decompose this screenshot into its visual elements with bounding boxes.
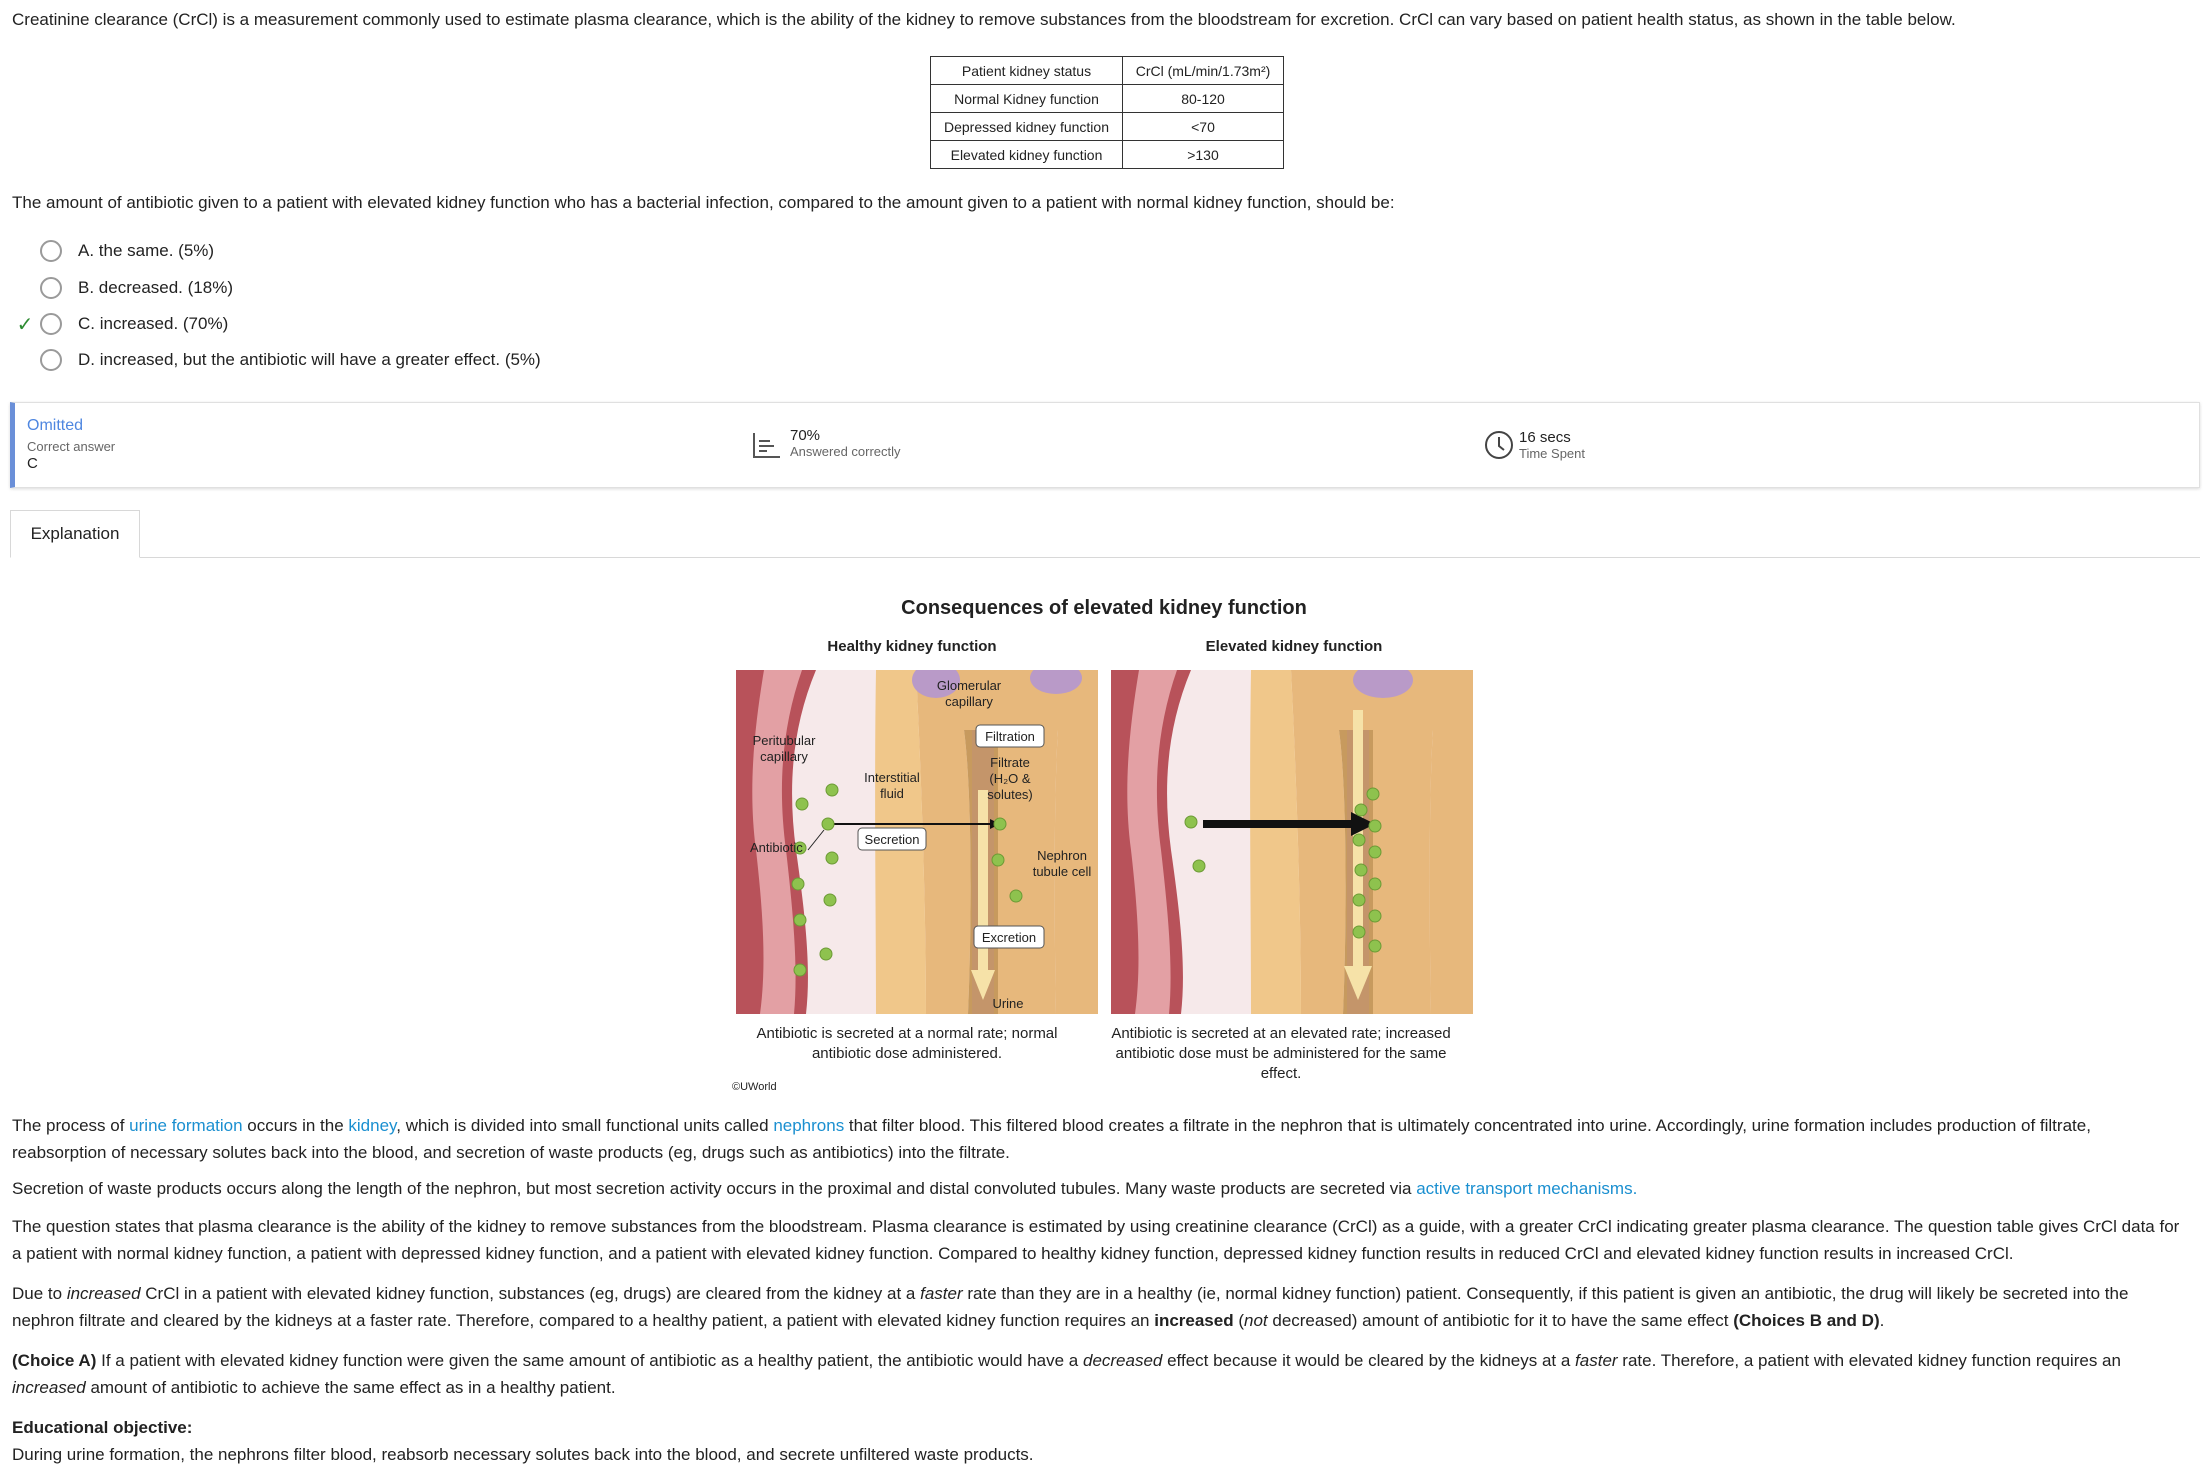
educational-objective-text: During urine formation, the nephrons filter blood, reabsorb necessary solutes back into the blood, and secrete unfiltered waste products.	[12, 1445, 1034, 1464]
option-letter: D.	[78, 350, 95, 369]
text-run: occurs in the	[242, 1116, 349, 1135]
label-filtration: Filtration	[985, 729, 1035, 744]
text-run: .	[1879, 1311, 1885, 1330]
text-run: CrCl in a patient with elevated kidney function, substances (eg, drugs) are cleared from the kidney at a	[140, 1284, 921, 1303]
tab-bar	[10, 510, 2200, 558]
label-filtrate: Filtrate (H₂O & solutes)	[987, 755, 1033, 802]
label-urine: Urine	[992, 996, 1024, 1011]
text-run: decreased) amount of antibiotic for it to have the same effect	[1267, 1311, 1734, 1330]
table-cell: 80-120	[1123, 85, 1284, 113]
text-run: (	[1233, 1311, 1244, 1330]
correct-answer-label: Correct answer	[27, 439, 116, 454]
table-cell: Elevated kidney function	[931, 141, 1123, 169]
table-cell: <70	[1123, 113, 1284, 141]
text-run: that filter blood. This filtered blood creates a filtrate in the nephron that is ultimately concentrated into urine. Accordingly, urine formation includes production of filtrate, reabsorption of necessary solutes back into the blood, and secretion of waste products (eg, drugs such as antibiotics) into the filtrate.	[12, 1116, 2091, 1162]
text-run: The process of	[12, 1116, 130, 1135]
question-text: The amount of antibiotic given to a patient with elevated kidney function who has a bacterial infection, compared to the amount given to a patient with normal kidney function, should be:	[12, 193, 1395, 212]
table-header-row	[931, 57, 1284, 85]
text-run: rate. Therefore, a patient with elevated kidney function requires an	[1617, 1351, 2121, 1370]
table-cell: Depressed kidney function	[931, 113, 1123, 141]
link-urine-formation[interactable]: urine formation	[129, 1116, 243, 1135]
healthy-kidney-illustration	[736, 670, 1098, 1014]
time-label: Time Spent	[1519, 446, 1585, 461]
label-secretion: Secretion	[864, 832, 920, 847]
link-nephrons[interactable]: nephrons	[773, 1116, 845, 1135]
text-run: , which is divided into small functional units called	[396, 1116, 774, 1135]
radio-button[interactable]	[40, 313, 62, 335]
option-label	[78, 241, 214, 261]
crcl-table	[930, 56, 1284, 169]
nephron-diagram-elevated	[1111, 670, 1473, 1014]
label-nephron-tubule-cell: Nephron tubule cell	[1032, 848, 1092, 879]
option-letter: B.	[78, 278, 95, 297]
elevated-kidney-illustration	[1111, 670, 1473, 1014]
educational-objective-title: Educational objective:	[12, 1418, 193, 1437]
copyright: ©UWorld	[732, 1081, 777, 1093]
link-active-transport[interactable]: active transport mechanisms.	[1416, 1179, 1638, 1198]
label-interstitial-fluid: Interstitial fluid	[864, 770, 920, 801]
italic-run: increased	[12, 1378, 86, 1397]
answer-option-a[interactable]	[0, 237, 214, 265]
text-run: rate than they are in a healthy (ie, normal kidney function) patient. Consequently, if this patient is given an antibiotic, the drug will likely be secreted into the nephron filtrate and cleared by the kidneys at a faster rate. Therefore, compared to a healthy patient, a patient with elevated kidney function requires an	[12, 1284, 2129, 1330]
radio-button[interactable]	[40, 349, 62, 371]
figure-title: Consequences of elevated kidney function	[901, 597, 1307, 619]
option-letter: C.	[78, 314, 95, 333]
text-run: Secretion of waste products occurs along the length of the nephron, but most secretion activity occurs in the proximal and distal convoluted tubules. Many waste products are secreted via	[12, 1179, 1417, 1198]
label-excretion: Excretion	[981, 930, 1037, 945]
table-header-cell: Patient kidney status	[931, 57, 1123, 85]
explanation-paragraph-3: The question states that plasma clearance is the ability of the kidney to remove substances from the bloodstream. Plasma clearance is estimated by using creatinine clearance (CrCl) as a guide, with a greater CrCl indicating greater plasma clearance. The question table gives CrCl data for a patient with normal kidney function, a patient with depressed kidney function, and a patient with elevated kidney function. Compared to healthy kidney function, depressed kidney function results in reduced CrCl and elevated kidney function results in increased CrCl.	[12, 1217, 2180, 1263]
radio-button[interactable]	[40, 240, 62, 262]
left-panel-title: Healthy kidney function	[827, 638, 997, 655]
text-run: amount of antibiotic to achieve the same effect as in a healthy patient.	[85, 1378, 616, 1397]
nephron-diagram	[736, 670, 1098, 1014]
option-text: increased, but the antibiotic will have a greater effect. (5%)	[99, 350, 541, 369]
clock-icon	[1483, 429, 1515, 461]
percent-label: Answered correctly	[790, 444, 901, 459]
correct-answer-value: C	[27, 455, 38, 472]
table-row	[931, 113, 1284, 141]
percent-value: 70%	[790, 427, 821, 444]
bold-run: (Choice A)	[12, 1351, 97, 1370]
time-value: 16 secs	[1519, 429, 1571, 446]
tab-explanation[interactable]: Explanation	[10, 510, 140, 558]
explanation-paragraph-4	[12, 1280, 2188, 1334]
table-row	[931, 141, 1284, 169]
answer-stats-panel	[10, 402, 2200, 488]
table-cell: >130	[1123, 141, 1284, 169]
bold-run: increased	[1154, 1311, 1234, 1330]
italic-run: increased	[66, 1284, 141, 1303]
option-label	[78, 350, 541, 370]
explanation-paragraph-2	[12, 1175, 2188, 1202]
link-kidney[interactable]: kidney	[348, 1116, 397, 1135]
italic-run: not	[1244, 1311, 1268, 1330]
table-cell: Normal Kidney function	[931, 85, 1123, 113]
question-stem: Creatinine clearance (CrCl) is a measurement commonly used to estimate plasma clearance, which is the ability of the kidney to remove substances from the bloodstream for excretion. CrCl can vary based on patient health status, as shown in the table below.	[12, 10, 1956, 29]
table-row	[931, 85, 1284, 113]
option-text: increased. (70%)	[99, 314, 229, 333]
text-run: Due to	[12, 1284, 67, 1303]
italic-run: faster	[1575, 1351, 1618, 1370]
right-caption: Antibiotic is secreted at an elevated rate; increased antibiotic dose must be administered for the same effect.	[1111, 1025, 1451, 1082]
label-peritubular-capillary: Peritubular capillary	[752, 733, 816, 764]
answer-option-c[interactable]	[0, 310, 228, 338]
text-run: If a patient with elevated kidney function were given the same amount of antibiotic as a healthy patient, the antibiotic would have a	[96, 1351, 1083, 1370]
bold-run: (Choices B and D)	[1733, 1311, 1880, 1330]
label-antibiotic: Antibiotic	[750, 840, 803, 855]
option-letter: A.	[78, 241, 95, 260]
option-label	[78, 314, 228, 334]
radio-button[interactable]	[40, 277, 62, 299]
left-caption: Antibiotic is secreted at a normal rate; normal antibiotic dose administered.	[756, 1025, 1058, 1062]
bar-chart-icon	[750, 429, 782, 461]
text-run: effect because it would be cleared by the kidneys at a	[1162, 1351, 1576, 1370]
italic-run: decreased	[1082, 1351, 1163, 1370]
explanation-paragraph-5	[12, 1347, 2188, 1401]
answer-option-d[interactable]	[0, 346, 541, 374]
percent-correct	[750, 429, 901, 461]
table-header-cell: CrCl (mL/min/1.73m²)	[1123, 57, 1284, 85]
time-spent	[1483, 429, 1585, 461]
option-text: decreased. (18%)	[98, 278, 233, 297]
explanation-paragraph-1	[12, 1112, 2188, 1166]
correct-check-icon: ✓	[16, 313, 34, 336]
right-panel-title: Elevated kidney function	[1205, 638, 1383, 655]
answer-status: Omitted	[27, 417, 84, 434]
label-glomerular-capillary: Glomerular capillary	[936, 678, 1002, 709]
answer-option-b[interactable]	[0, 274, 233, 302]
option-label	[78, 278, 233, 298]
option-text: the same. (5%)	[98, 241, 215, 260]
italic-run: faster	[920, 1284, 963, 1303]
